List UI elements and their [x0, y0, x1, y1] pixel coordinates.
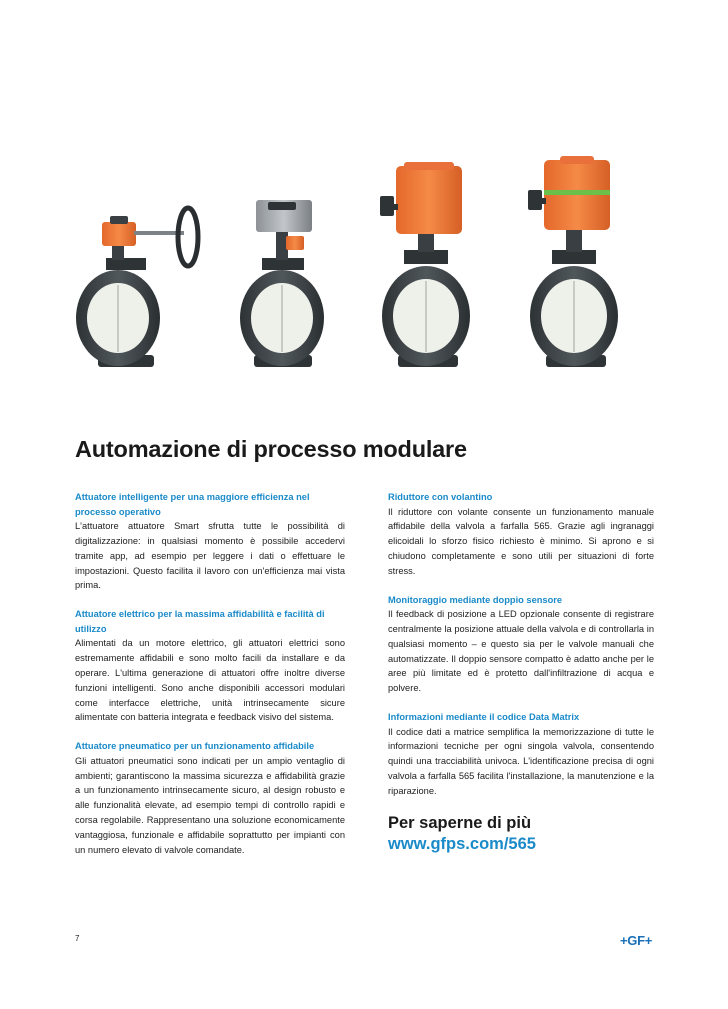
valve-pneumatic-actuator: [240, 200, 324, 367]
section-body: Il riduttore con volante consente un funzionamento manuale affidabile della valvola a farfalla 565. Grazie agli ingranaggi elicoidali lo sforzo fisico richiesto è minimo. Si aprono e si chiudono completamente e sono utili per situazioni di forte stress.: [388, 506, 654, 576]
valve-gearbox-handwheel: [76, 208, 198, 367]
learn-more-link[interactable]: www.gfps.com/565: [388, 834, 536, 853]
section-body: L'attuatore attuatore Smart sfrutta tutte le possibilità di digitalizzazione: in qualsiasi momento è possibile accedervi tramite app, ad esempio per leggere i dati o effettuare le impostazioni. Questo facilita il lavoro con un'efficienza mai vista prima.: [75, 521, 345, 591]
learn-more-heading: Per saperne di più: [388, 813, 532, 832]
section-body: Gli attuatori pneumatici sono indicati per un ampio ventaglio di ambienti; garantiscono la massima sicurezza e affidabilità grazie a un funzionamento intrinsecamente sicuro, al design robusto e alle funzionalità elevate, ad esempio tempi di controllo rapidi e corsa regolabile. Rappresentano una soluzione economicamente vantaggiosa, funzionale e affidabile soprattutto per impianti con un numero elevato di valvole comandate.: [75, 755, 345, 855]
section-body: Il codice dati a matrice semplifica la memorizzazione di tutte le informazioni tecniche per ogni singola valvola, consentendo quindi una tracciabilità univoca. L'identificazione precisa di ogni valvola a farfalla 565 facilita l'installazione, la manutenzione e la riparazione.: [388, 726, 654, 796]
section-title: Riduttore con volantino: [388, 492, 493, 502]
section-gearbox: [388, 490, 654, 579]
section-body: Il feedback di posizione a LED opzionale consente di registrare centralmente la posizione attuale della valvola e di controllarla in qualsiasi momento – e questo sia per le valvole manuali che automatizzate. Il doppio sensore compatto è adatto anche per le aree più limitate ed è protetto dall'infiltrazione di acqua e polvere.: [388, 609, 654, 694]
section-title: Monitoraggio mediante doppio sensore: [388, 594, 563, 605]
section-title: Informazioni mediante il codice Data Matrix: [388, 711, 580, 722]
section-electric-actuator: [75, 607, 345, 725]
gf-logo: +GF+: [620, 933, 653, 948]
page-title: Automazione di processo modulare: [75, 436, 467, 462]
section-body: Alimentati da un motore elettrico, gli attuatori elettrici sono estremamente affidabili e sono molto facili da installare e da operare. L'ultima generazione di attuatori offre inoltre diverse funzioni intelligenti. Sono anche disponibili accessori modulari come interfacce elettriche, unità intrinsecamente sicure alimentate con batteria integrata e feedback visivo del sistema.: [75, 638, 345, 723]
left-column: [75, 490, 345, 871]
valve-smart-actuator: [528, 156, 618, 367]
right-column: [388, 490, 654, 855]
product-image-valves: [0, 0, 728, 420]
section-title: Attuatore intelligente per una maggiore efficienza nel processo operativo: [75, 492, 310, 517]
section-smart-actuator: [75, 490, 345, 593]
section-title: Attuatore elettrico per la massima affidabilità e facilità di utilizzo: [75, 609, 325, 634]
section-data-matrix: [388, 710, 654, 799]
section-pneumatic-actuator: [75, 739, 345, 857]
valve-electric-actuator: [380, 162, 470, 367]
section-dual-sensor: [388, 593, 654, 696]
page-number: 7: [75, 934, 80, 943]
section-title: Attuatore pneumatico per un funzionamento affidabile: [75, 741, 315, 752]
